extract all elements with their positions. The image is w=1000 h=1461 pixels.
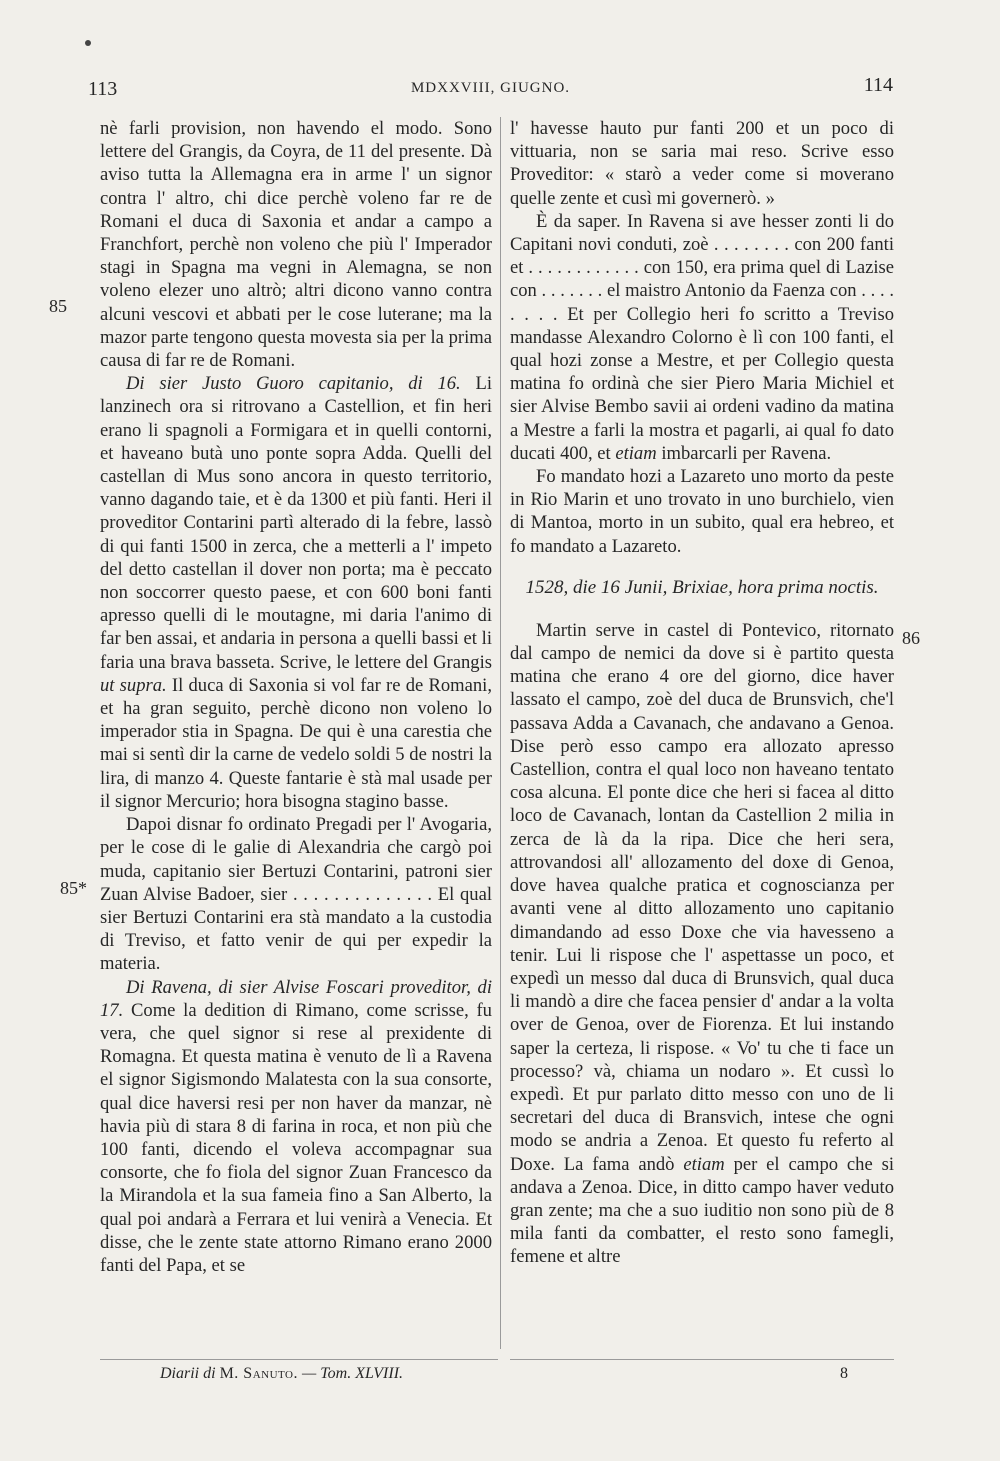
footer-title: Diarii di M. Sanuto. — Tom. XLVIII. xyxy=(160,1365,404,1382)
section-heading: 1528, die 16 Junii, Brixiae, hora prima noctis. xyxy=(525,576,879,598)
right-column xyxy=(510,117,894,1269)
paragraph: nè farli provision, non havendo el modo. Sono lettere del Grangis, da Coyra, de 11 del presente. Dà aviso tutta la Allemagna era in arme l' un signor contra l' altro, chi dice perchè voleno far re de Romani el duca di Saxonia et andar a campo a Franchfort, perchè non voleno che più l' Imperador stagi in Spagna ma vegni in Alemagna, se non voleno elezer uno altrò; altri dicono vanno contra alcuni vescovi et abbati per le cose luterane; ma la mazor parte tengono questa movesta sia per la prima causa di far re de Romani. xyxy=(100,118,492,372)
column-divider xyxy=(500,117,501,1349)
page-number-right: 114 xyxy=(863,74,893,96)
printers-dot xyxy=(85,40,91,46)
page-number-left: 113 xyxy=(88,78,118,100)
paragraph: Fo mandato hozi a Lazareto uno morto da peste in Rio Marin et uno trovato in uno burchielo, vien di Mantoa, morto in un subito, qual era hebreo, et fo mandato a Lazareto. xyxy=(510,466,894,557)
paragraph: Martin serve in castel di Pontevico, ritornato dal campo de nemici da dove si è partito questa matina che erano 4 ore del giorno, dice haver lassato el campo, zoè del duca de Brunsvich, che'l passava Adda a Cavanach, che andavano a Genoa. Dise però esso campo era allozato apresso Castellion, contra el qual loco non haveano tentato cosa alcuna. El ponte dice che heri si facea al ditto loco de Cavanach, lontan da Castellion 2 milia in zerca de là da la ripa. Dice che heri sera, attrovandosi all' allozamento del doxe di Genoa, dove havea qualche pratica et cognoscianza per avanti vene al ditto allozamento uno capitanio dimandando ad esso Doxe che via havesseno a tenir. Lui li rispose che l' aspettasse un poco, et expedì un messo dal duca di Brunsvich, qual duca li mandò a dire che facea pensier d' andar a la volta over de Genoa, over de Fiorenza. Et lui instando saper la certeza, li rispose. « Vo' tu che ti face un processo? và, chiama un nodaro ». Et cussì lo expedì. Et pur parlato ditto messo con uno de li secretari del duca di Bransvich, intese che ogni modo se andria a Zenoa. Et questo fu referto al Doxe. La fama andò etiam per el campo che si andava a Zenoa. Dice, in ditto campo haver veduto gran zente; ma che a suo iuditio non sono più de 8 mila fanti da combatter, el resto sono famegli, femene et altre xyxy=(510,619,894,1268)
running-header xyxy=(88,72,893,102)
footer-author: M. Sanuto. xyxy=(219,1365,298,1382)
margin-number-85: 85 xyxy=(49,296,67,316)
margin-number-86: 86 xyxy=(902,628,920,648)
margin-number-85-star: 85* xyxy=(60,878,87,898)
footer-tome: Tom. XLVIII. xyxy=(320,1365,404,1382)
footer-rule-right xyxy=(510,1359,894,1360)
letter-heading: Di sier Justo Guoro capitanio, di 16. xyxy=(126,373,461,395)
left-column xyxy=(100,117,492,1277)
footer-rule-left xyxy=(100,1359,498,1360)
paragraph: Di sier Justo Guoro capitanio, di 16. Li lanzinech ora si ritrovano a Castellion, et fin heri erano li spagnoli a Formigara et in quelli contorni, et haveano butà uno ponte sopra Adda. Quelli del castellan di Mus sono ancora in questo territorio, vanno dagando taie, et è da 1300 et più fanti. Heri il proveditor Contarini partì alterado di la febre, lassò di qui fanti 1500 in zerca, che a metterli a l' impeto del detto castellan il dover non porta; ma è peccato non soccorrer questo paese, et con 600 boni fanti apresso quelli di le moutagne, mi daria l'animo di far ben assai, et andaria in persona a quelli bassi et li faria una brava basseta. Scrive, le lettere del Grangis ut supra. Il duca di Saxonia si vol far re de Romani, et ha gran seguito, perchè dicono non voleno lo imperador stia in Spagna. De qui è una carestia che mai si sentì dir la carne de vedelo soldi 5 de nostri la lira, di manzo 4. Queste fantarie è stà mal usade per il signor Mercurio; hora bisogna stagino basse. xyxy=(100,373,493,812)
running-title: MDXXVIII, GIUGNO. xyxy=(410,80,571,96)
paragraph: Di Ravena, di sier Alvise Foscari proveditor, di 17. Come la dedition di Rimano, come scrisse, fu vera, che quel signor si rese al prexidente di Romagna. Et questa matina è venuto de lì a Ravena el signor Sigismondo Malatesta con la sua consorte, qual dice haversi resi per non haver da manzar, nè havia più di stara 8 di farina in roca, et non più che 100 fanti, dicendo el voleva accompagnar sua consorte, che fo fiola del signor Zuan Francesco da la Mirandola et la sua fameia fino a San Alberto, la qual poi andarà a Ferrara et lui venirà a Venecia. Et disse, che le zente state attorno Rimano erano 2000 fanti del Papa, et se xyxy=(100,976,492,1276)
paragraph: Dapoi disnar fo ordinato Pregadi per l' Avogaria, per le cose di le galie di Alexandria che cargò poi muda, capitanio sier Bertuzi Contarini, patroni sier Zuan Alvise Badoer, sier . . . . . . . . . . . . . . El qual sier Bertuzi Contarini era stà mandato a la custodia di Treviso, et fatto venir de qui per expedir la materia. xyxy=(100,814,492,975)
letter-heading: Di Ravena, di sier Alvise Foscari proveditor, di 17. xyxy=(100,976,492,1021)
paragraph: È da saper. In Ravena si ave hesser zonti li do Capitani novi conduti, zoè . . . . . . . . con 200 fanti et . . . . . . . . . . . . con 150, era prima quel di Lazise con . . . . . . . el maistro Antonio da Faenza con . . . . . . . . Et per Collegio heri fo scritto a Treviso mandasse Alexandro Colorno è lì con 100 fanti, el qual hozi zonse a Mestre, et per Collegio questa matina fo ordinà che sier Piero Maria Michiel et sier Alvise Bembo savii ai ordeni vadino da matina a Mestre a farli la mostra et pagarli, ai qual fo dato ducati 400, et etiam imbarcarli per Ravena. xyxy=(510,210,894,464)
signature-mark: 8 xyxy=(840,1365,848,1382)
paragraph: l' havesse hauto pur fanti 200 et un poco di vittuaria, non se saria mai reso. Scrive esso Proveditor: « starò a veder come si moverano quelle zente et cusì mi governerò. » xyxy=(510,118,894,209)
